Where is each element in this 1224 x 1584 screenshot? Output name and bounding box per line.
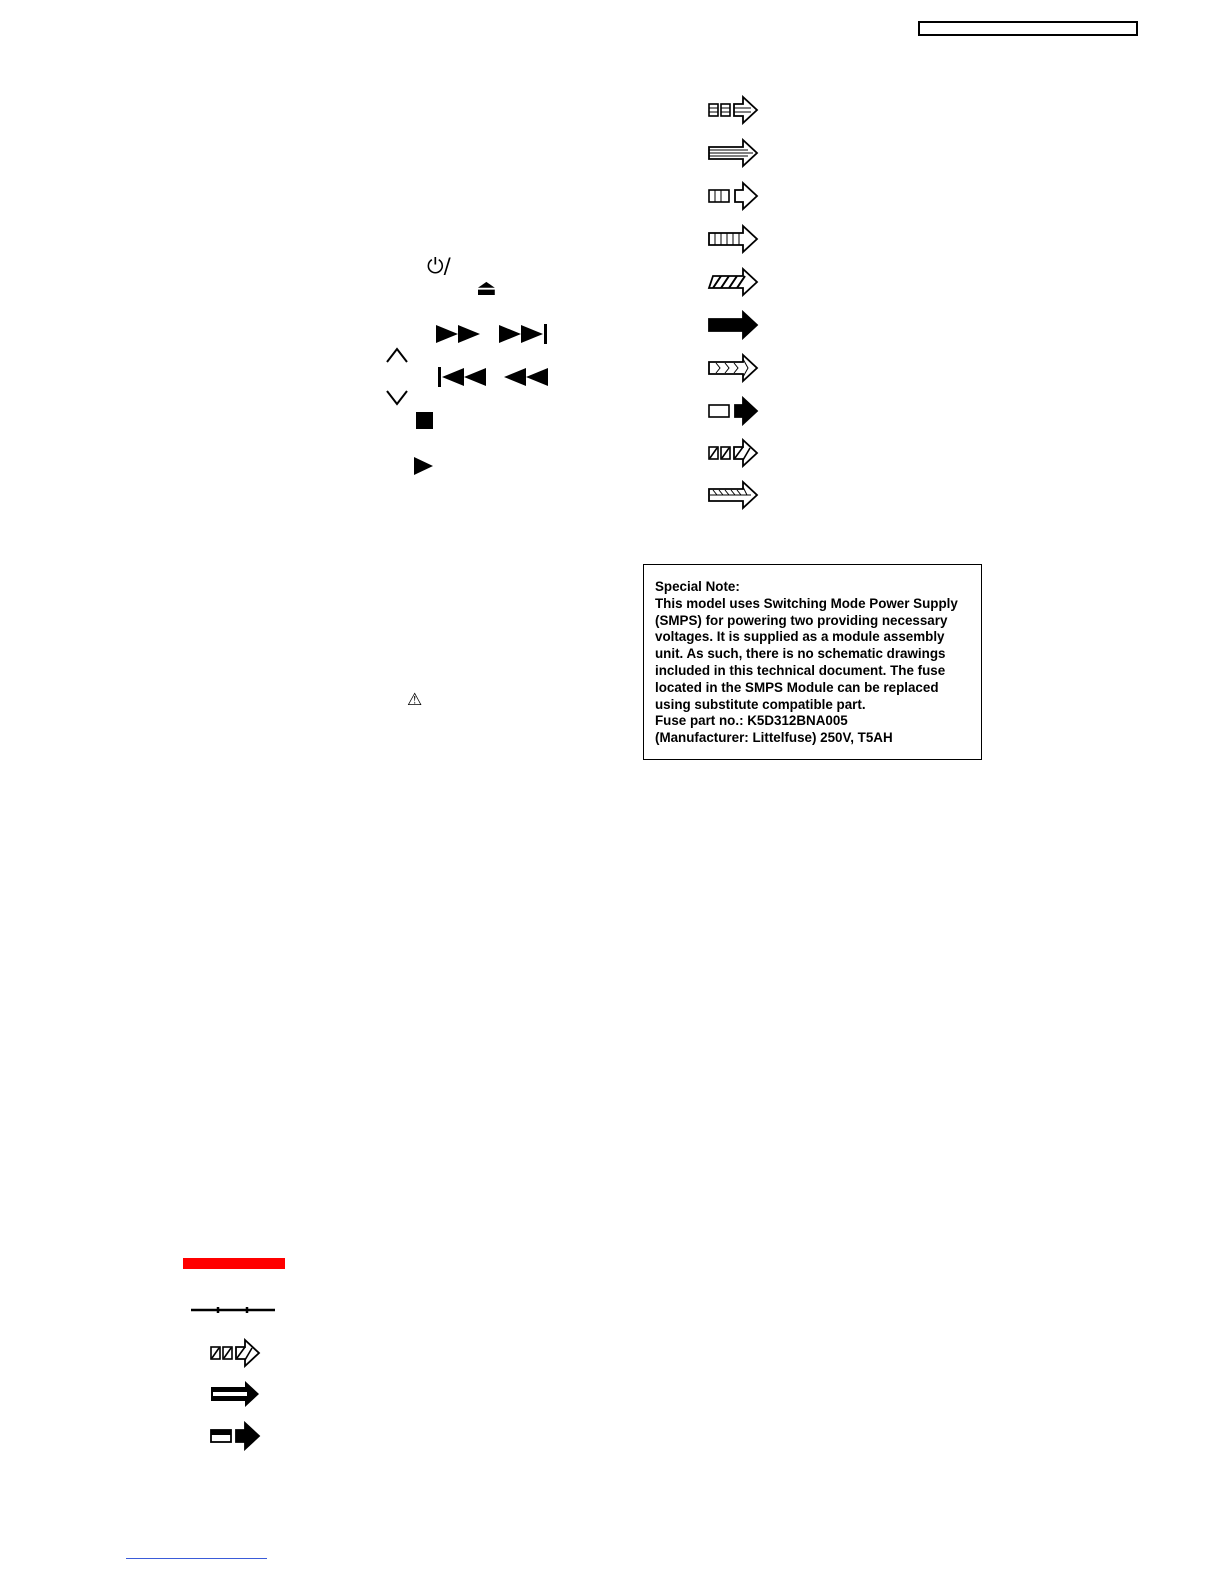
stop-icon: [415, 411, 435, 431]
skip-next-icon: [499, 323, 551, 345]
note-line: unit. As such, there is no schematic drawings: [655, 646, 946, 662]
down-chevron-icon: [385, 389, 409, 407]
box-solid-arrow-symbol: [707, 396, 759, 426]
hatched-box-arrow-symbol: [707, 438, 759, 468]
note-line: (SMPS) for powering two providing necessary: [655, 612, 948, 628]
chevron-pattern-arrow-symbol: [707, 353, 759, 383]
legend-dashed-line: [191, 1305, 275, 1315]
note-line: Fuse part no.: K5D312BNA005: [655, 713, 848, 729]
legend-white-bar-arrow-symbol: [209, 1379, 261, 1409]
note-line: voltages. It is supplied as a module assembly: [655, 629, 945, 645]
horizontal-lined-arrow-symbol: [707, 138, 759, 168]
fine-hatched-arrow-symbol: [707, 480, 759, 510]
note-line: This model uses Switching Mode Power Supply: [655, 595, 958, 611]
eject-icon: ⏏: [476, 276, 497, 301]
note-line: (Manufacturer: Littelfuse) 250V, T5AH: [655, 730, 893, 746]
caution-icon: ⚠: [407, 690, 423, 710]
legend-hatched-box-arrow-symbol: [209, 1338, 261, 1368]
rewind-icon: [502, 366, 552, 388]
legend-red-bar: [183, 1258, 285, 1269]
note-line: included in this technical document. The fuse: [655, 662, 946, 678]
up-chevron-icon: [385, 346, 409, 364]
note-line: Special Note:: [655, 579, 740, 594]
play-icon: [413, 455, 435, 477]
double-box-arrow-symbol: [707, 95, 759, 125]
header-box: [918, 21, 1138, 36]
note-line: using substitute compatible part.: [655, 696, 866, 712]
skip-previous-icon: [436, 366, 488, 388]
vertical-lined-arrow-symbol: [707, 224, 759, 254]
diagonal-hatched-arrow-symbol: [707, 267, 759, 297]
note-line: located in the SMPS Module can be replaced: [655, 679, 939, 695]
fast-forward-icon: [436, 323, 486, 345]
grid-box-arrow-symbol: [707, 181, 759, 211]
special-note-box: [643, 564, 982, 760]
power-icon: ⏻/: [427, 254, 451, 278]
legend-bar-box-arrow-symbol: [209, 1421, 261, 1451]
solid-arrow-symbol: [707, 310, 759, 340]
footer-link-underline[interactable]: [126, 1558, 267, 1559]
